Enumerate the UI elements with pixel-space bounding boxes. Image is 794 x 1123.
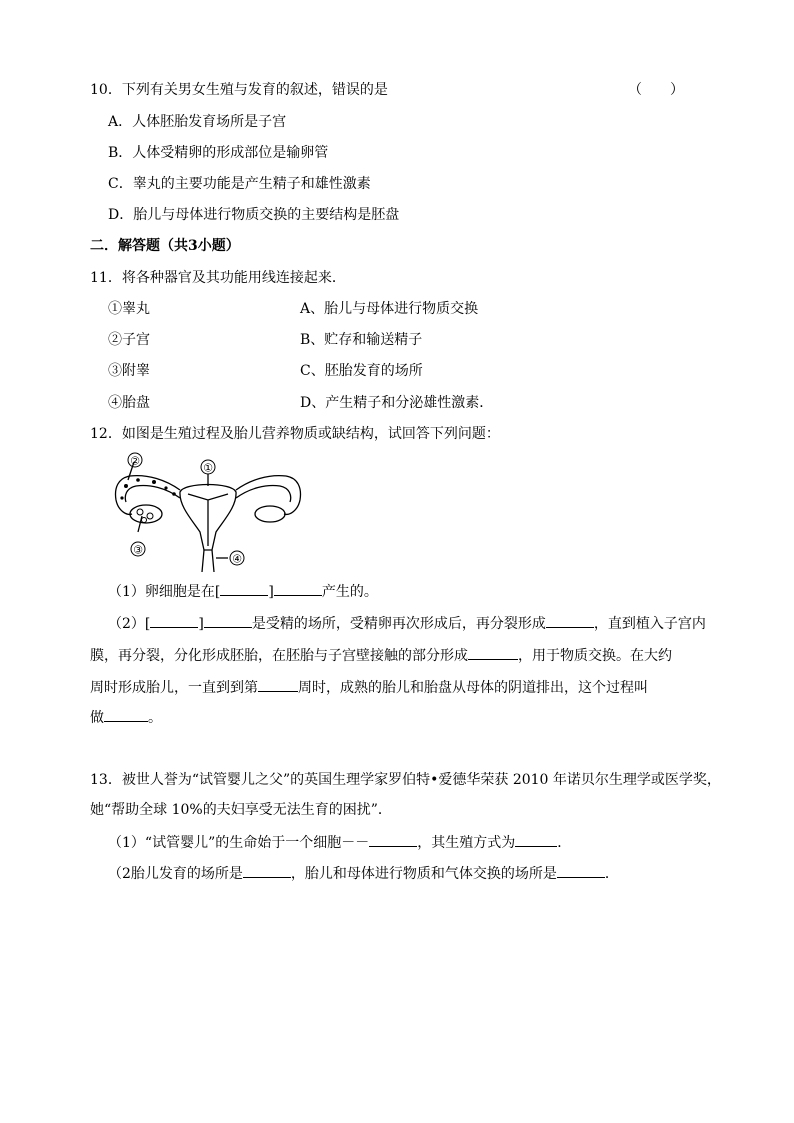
answer-blank[interactable] [274,580,322,596]
q12-p2-text: 周时，成熟的胎儿和胎盘从母体的阴道排出，这个过程叫 [298,680,648,696]
q11-function-a: A、胎儿与母体进行物质交换 [300,301,479,317]
answer-blank[interactable] [515,831,557,847]
q12-p2-text: 是受精的场所，受精卵再次形成后，再分裂形成 [251,616,546,632]
q13-text: （1）“试管婴儿”的生命始于一个细胞－－ [108,835,370,851]
q10-option-b: B．人体受精卵的形成部位是输卵管 [108,145,329,161]
answer-blank[interactable] [369,831,417,847]
q13-text: ． [604,866,619,882]
q13-text: ，其生殖方式为 [417,835,516,851]
q12-part2-line2 [90,644,672,664]
q10-option-a: A．人体胚胎发育场所是子宫 [108,114,287,130]
q12-p2-text: ] [198,616,204,632]
q11-organ-2: ②子宫 [108,332,150,348]
q12-p1-text-a: （1）卵细胞是在[ [108,584,221,600]
q12-part1 [108,580,378,600]
answer-blank[interactable] [150,612,198,628]
q12-p2-text: 。 [148,710,162,726]
q13-part2 [108,862,619,882]
uterus-diagram [108,450,308,575]
section-title: 二．解答题（共3小题） [90,238,240,254]
diagram-label-1: ① [203,461,213,475]
answer-blank[interactable] [546,612,594,628]
q11-function-c: C、胚胎发育的场所 [300,363,423,379]
q11-function-d: D、产生精子和分泌雄性激素． [300,395,494,411]
q11-stem: 11．将各种器官及其功能用线连接起来． [90,270,346,286]
q10-option-d: D．胎儿与母体进行物质交换的主要结构是胚盘 [108,207,400,223]
q12-p1-text-b: ] [268,584,274,600]
q12-p2-text: 周时形成胎儿，一直到到第 [90,680,258,696]
q13-part1 [108,831,571,851]
q12-part2-line4 [90,706,162,726]
answer-blank[interactable] [258,676,298,692]
q13-stem-line2: 她“帮助全球 10%的夫妇享受无法生育的困扰”． [90,802,392,818]
answer-blank[interactable] [220,580,268,596]
q13-stem-line1: 13．被世人誉为“试管婴儿之父”的英国生理学家罗伯特•爱德华荣获 2010 年诺贝尔生理学或医学奖， [90,772,721,788]
q10-answer-paren: （ ） [628,82,684,98]
answer-blank[interactable] [204,612,252,628]
q13-text: ． [557,835,572,851]
q13-text: ，胎儿和母体进行物质和气体交换的场所是 [290,866,557,882]
q12-part2-line1 [108,612,706,632]
q12-p1-text-c: 产生的。 [321,584,378,600]
answer-blank[interactable] [104,706,148,722]
q10-option-c: C．睾丸的主要功能是产生精子和雄性激素 [108,176,371,192]
q11-organ-4: ④胎盘 [108,395,150,411]
q12-stem: 12．如图是生殖过程及胎儿营养物质或缺结构，试回答下列问题： [90,426,500,442]
q12-p2-text: （2）[ [108,616,151,632]
q11-organ-1: ①睾丸 [108,301,150,317]
diagram-label-3: ③ [133,543,143,557]
q12-p2-text: ，直到植入子宫内 [593,616,706,632]
answer-blank[interactable] [468,644,518,660]
diagram-label-4: ④ [232,552,242,566]
q11-organ-3: ③附睾 [108,363,150,379]
answer-blank[interactable] [557,862,605,878]
q12-part2-line3 [90,676,648,696]
answer-blank[interactable] [243,862,291,878]
q12-p2-text: ，用于物质交换。在大约 [518,648,672,664]
diagram-label-2: ② [130,454,140,468]
q10-stem: 10．下列有关男女生殖与发育的叙述，错误的是 [90,82,388,98]
q11-function-b: B、贮存和输送精子 [300,332,423,348]
q12-p2-text: 做 [90,710,104,726]
q12-p2-text: 膜，再分裂，分化形成胚胎，在胚胎与子宫壁接触的部分形成 [90,648,468,664]
q13-text: （2胎儿发育的场所是 [108,866,243,882]
